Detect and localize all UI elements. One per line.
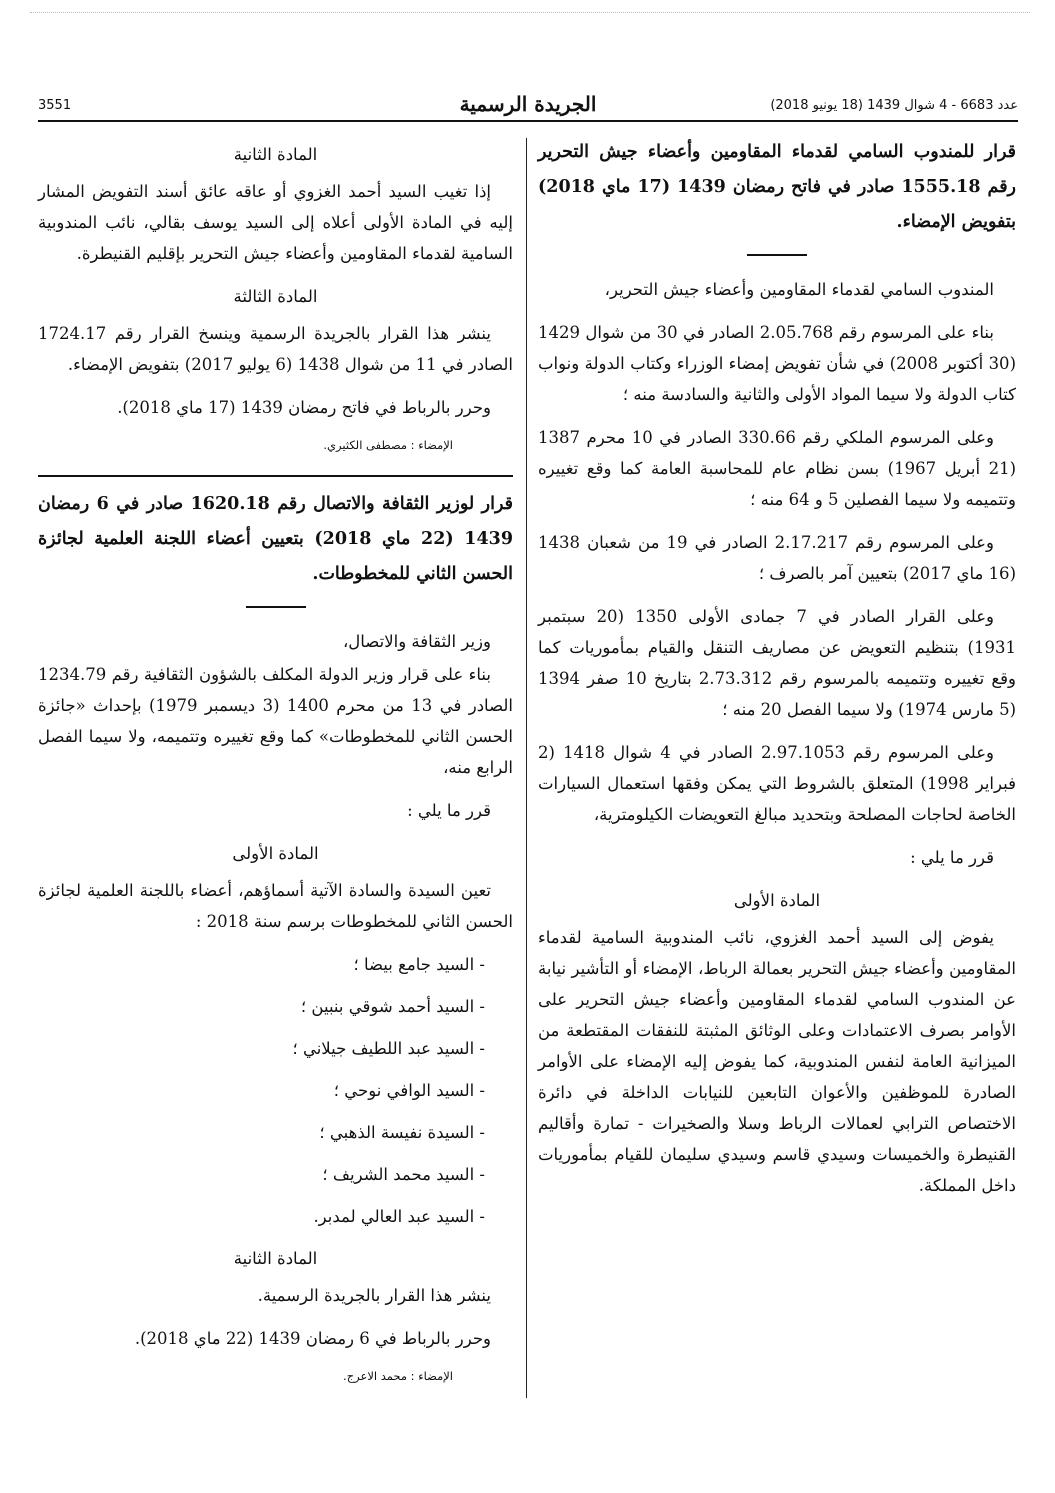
decree-issuer: المندوب السامي لقدماء المقاومين وأعضاء جيش التحرير، — [604, 280, 994, 299]
decree-issuer: وزير الثقافة والاتصال، — [342, 632, 491, 651]
signature: الإمضاء : محمد الاعرج. — [343, 1369, 453, 1383]
decree-title: قرار لوزير الثقافة والاتصال رقم 1620.18 صادر في 6 رمضان 1439 (22 ماي 2018) بتعيين أعضاء اللجنة العلمية لجائزة الحسن الثاني للمخطوطات. — [38, 494, 514, 584]
decided-line: قرر ما يلي : — [910, 848, 994, 867]
done-at-line: وحرر بالرباط في 6 رمضان 1439 (22 ماي 2018). — [134, 1329, 491, 1348]
journal-title: الجريدة الرسمية — [459, 92, 597, 116]
column-divider — [526, 138, 527, 1398]
article-text: تعين السيدة والسادة الآتية أسماؤهم، أعضاء باللجنة العلمية لجائزة الحسن الثاني للمخطوطات برسم سنة 2018 : — [38, 881, 513, 931]
article-text: يفوض إلى السيد أحمد الغزوي، نائب المندوبية السامية لقدماء المقاومين وأعضاء جيش التحرير بعمالة الرباط، الإمضاء أو التأشير نيابة عن المندوب السامي لقدماء المقاومين وأعضاء جيش التحرير على الأوامر بصرف الاعتمادات وعلى الوثائق المثبتة للنفقات المقتطعة من الميزانية العامة لنفس المندوبية، كما يفوض إليه الإمضاء على الأوامر الصادرة للموظفين والأعوان التابعين للنيابات الداخلة في دائرة الاختصاص الترابي لعمالات الرباط وسلا والصخيرات - تمارة وأقاليم القنيطرة والخميسات وسيدي قاسم وسيدي سليمان للقيام بمأموريات داخل المملكة. — [538, 928, 1016, 1195]
done-at-line: وحرر بالرباط في فاتح رمضان 1439 (17 ماي 2018). — [117, 398, 491, 417]
preamble-paragraph: وعلى المرسوم رقم 2.97.1053 الصادر في 4 شوال 1418 (2 فبراير 1998) المتعلق بالشروط التي يمكن وفقها استعمال السيارات الخاصة لحاجات المصلحة وبتحديد مبالغ التعويضات الكيلومترية، — [538, 743, 1016, 824]
article-heading: المادة الأولى — [733, 891, 821, 910]
list-item: - السيد جامع بيضا ؛ — [353, 955, 485, 974]
decree-separator — [38, 475, 513, 477]
preamble-paragraph: بناء على المرسوم رقم 2.05.768 الصادر في 30 من شوال 1429 (30 أكتوبر 2008) في شأن تفويض إمضاء الوزراء وكتاب الدولة ونواب كتاب الدولة ولا سيما المواد الأولى والثانية والسادسة منه ؛ — [538, 323, 1016, 404]
decided-line: قرر ما يلي : — [407, 801, 491, 820]
header-rule — [38, 120, 1018, 122]
list-item: - السيد عبد اللطيف جيلاني ؛ — [292, 1039, 485, 1058]
left-column — [38, 135, 513, 1406]
page-header — [38, 92, 1018, 122]
preamble-paragraph: وعلى القرار الصادر في 7 جمادى الأولى 1350 (20 سبتمبر 1931) بتنظيم التعويض عن مصاريف التنقل والقيام بمأموريات كما وقع تغييره وتتميمه بالمرسوم رقم 2.73.312 بتاريخ 10 صفر 1394 (5 مارس 1974) ولا سيما الفصل 20 منه ؛ — [538, 607, 1016, 719]
article-heading: المادة الأولى — [232, 844, 319, 863]
decree-title: قرار للمندوب السامي لقدماء المقاومين وأعضاء جيش التحرير رقم 1555.18 صادر في فاتح رمضان 1439 (17 ماي 2018) بتفويض الإمضاء. — [538, 142, 1017, 232]
page-number: 3551 — [38, 98, 72, 113]
article-heading: المادة الثانية — [233, 1249, 318, 1268]
list-item: - السيد محمد الشريف ؛ — [322, 1165, 485, 1184]
list-item: - السيد الوافي نوحي ؛ — [333, 1081, 485, 1100]
article-text: ينشر هذا القرار بالجريدة الرسمية. — [257, 1286, 491, 1305]
article-heading: المادة الثالثة — [233, 287, 318, 306]
title-separator — [747, 254, 807, 256]
members-list — [38, 949, 513, 1232]
scan-noise — [30, 12, 1030, 16]
list-item: - السيد أحمد شوقي بنبين ؛ — [300, 997, 485, 1016]
issue-info: عدد 6683 - 4 شوال 1439 (18 يونيو 2018) — [770, 98, 1018, 113]
article-text: إذا تغيب السيد أحمد الغزوي أو عاقه عائق أسند التفويض المشار إليه في المادة الأولى أعلاه إلى السيد يوسف بقالي، نائب المندوبية السامية لقدماء المقاومين وأعضاء جيش التحرير بإقليم القنيطرة. — [38, 182, 513, 263]
preamble-paragraph: وعلى المرسوم رقم 2.17.217 الصادر في 19 من شعبان 1438 (16 ماي 2017) بتعيين آمر بالصرف ؛ — [538, 533, 1016, 583]
list-item: - السيدة نفيسة الذهبي ؛ — [319, 1123, 485, 1142]
article-text: ينشر هذا القرار بالجريدة الرسمية وينسخ القرار رقم 1724.17 الصادر في 11 من شوال 1438 (6 يوليو 2017) بتفويض الإمضاء. — [38, 324, 513, 374]
right-column — [538, 135, 1016, 1213]
list-item: - السيد عبد العالي لمدبر. — [313, 1207, 485, 1226]
title-separator — [246, 606, 306, 608]
article-heading: المادة الثانية — [233, 145, 318, 164]
preamble-paragraph: بناء على قرار وزير الدولة المكلف بالشؤون الثقافية رقم 1234.79 الصادر في 13 من محرم 1400 (3 ديسمبر 1979) بإحداث «جائزة الحسن الثاني للمخطوطات» كما وقع تغييره وتتميمه، ولا سيما الفصل الرابع منه، — [38, 665, 513, 777]
preamble-paragraph: وعلى المرسوم الملكي رقم 330.66 الصادر في 10 محرم 1387 (21 أبريل 1967) بسن نظام عام للمحاسبة العامة كما وقع تغييره وتتميمه ولا سيما الفصلين 5 و 64 منه ؛ — [538, 428, 1017, 509]
signature: الإمضاء : مصطفى الكثيري. — [323, 438, 453, 452]
